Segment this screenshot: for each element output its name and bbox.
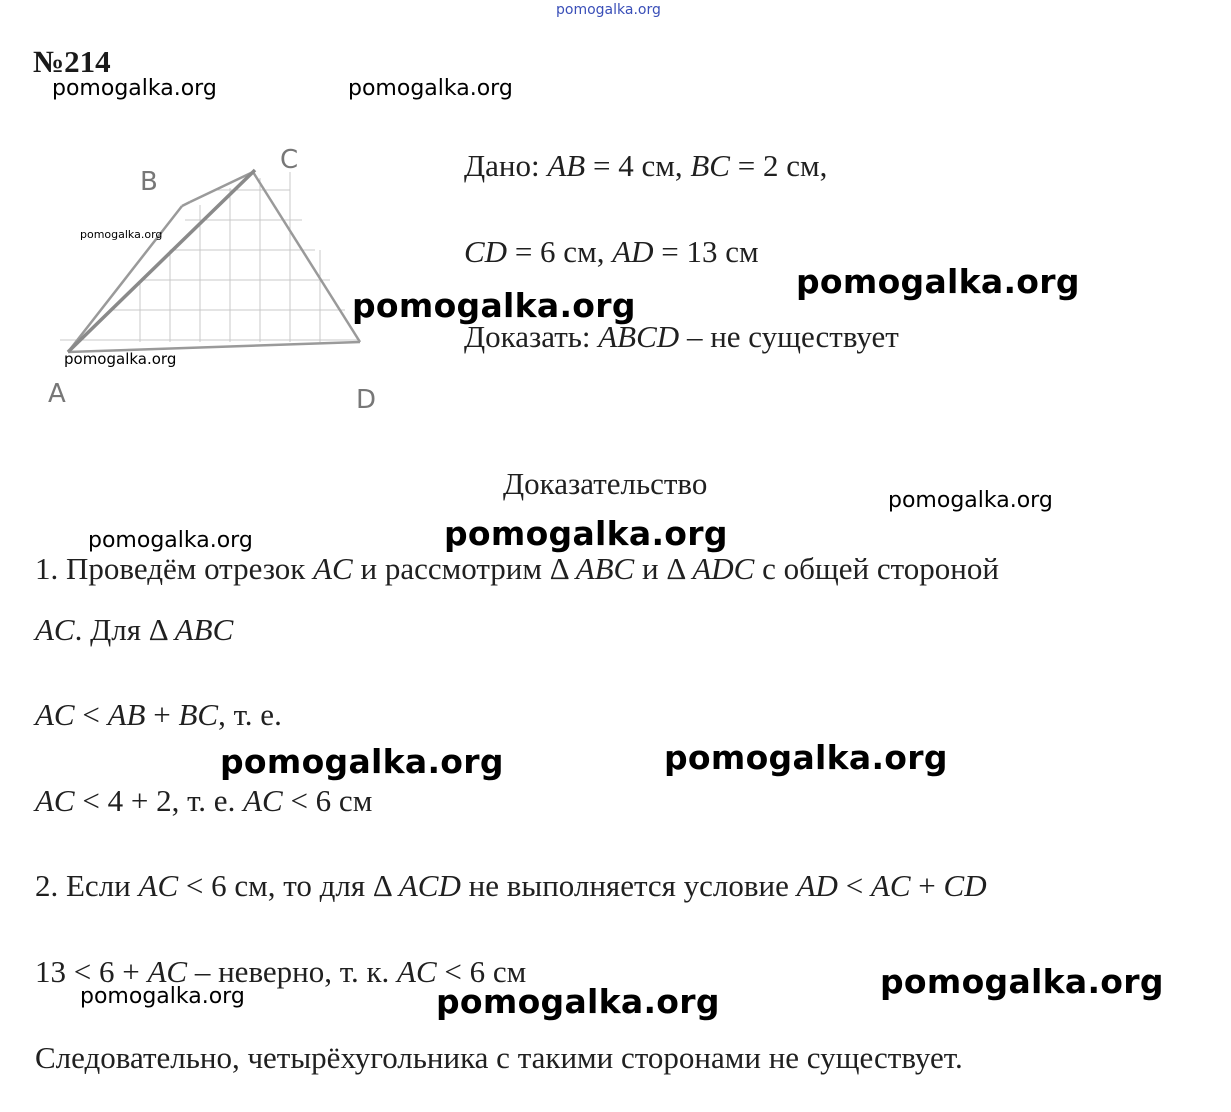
text: не выполняется условие [460, 868, 797, 903]
header-site-link[interactable]: pomogalka.org [556, 2, 661, 18]
segment-ac: AC [138, 868, 179, 903]
text: 13 < 6 + [35, 954, 148, 989]
proof-contradiction [35, 955, 526, 989]
text: < 6 см, то для Δ [178, 868, 399, 903]
segment-ac: AC [870, 868, 911, 903]
segment-ab: AB [547, 148, 586, 183]
proof-conclusion: Следовательно, четырёхугольника с такими сторонами не существует. [35, 1040, 963, 1075]
proof-step-1 [35, 552, 999, 586]
watermark: pomogalka.org [664, 738, 948, 777]
segment-ac: AC [243, 783, 283, 818]
triangle-abc: ABC [575, 551, 635, 586]
watermark: pomogalka.org [888, 488, 1053, 513]
watermark: pomogalka.org [880, 962, 1164, 1001]
proof-inequality-1 [35, 698, 282, 732]
watermark: pomogalka.org [348, 76, 513, 101]
segment-ac: AC [147, 954, 188, 989]
text: < 6 см [436, 954, 527, 989]
segment-bc: BC [178, 697, 219, 732]
quadrilateral-figure [40, 130, 400, 420]
given-label: Дано: [464, 148, 540, 183]
segment-ad: AD [796, 868, 838, 903]
prove-statement [464, 320, 899, 354]
quadrilateral-sides [68, 172, 360, 352]
watermark: pomogalka.org [64, 350, 177, 368]
text: + [145, 697, 179, 732]
watermark: pomogalka.org [52, 76, 217, 101]
segment-ac: AC [35, 783, 75, 818]
quadrilateral-abcd: ABCD [598, 319, 680, 354]
segment-ac: AC [397, 954, 437, 989]
watermark: pomogalka.org [444, 514, 728, 553]
value: = 13 см [653, 234, 759, 269]
text: < [74, 697, 108, 732]
text: < 6 см [282, 783, 373, 818]
text: – неверно, т. к. [187, 954, 398, 989]
proof-inequality-2 [35, 784, 372, 818]
triangle-abc: ABC [174, 612, 234, 647]
text: с общей стороной [754, 551, 999, 586]
watermark: pomogalka.org [88, 528, 253, 553]
problem-number: №214 [33, 44, 111, 79]
given-line-2 [464, 235, 759, 269]
figure-watermark: pomogalka.org [80, 228, 163, 241]
watermark: pomogalka.org [436, 982, 720, 1021]
diagonal-ac [68, 170, 255, 352]
value: = 4 см, [585, 148, 691, 183]
segment-ac: AC [313, 551, 353, 586]
watermark: pomogalka.org [220, 742, 504, 781]
text: – не существует [679, 319, 899, 354]
text: 2. Если [35, 868, 139, 903]
text: < [837, 868, 871, 903]
watermark: pomogalka.org [796, 262, 1080, 301]
text: , т. е. [218, 697, 282, 732]
proof-step-2 [35, 869, 987, 903]
triangle-adc: ADC [692, 551, 755, 586]
segment-ac: AC [35, 697, 75, 732]
vertex-label-c: C [280, 145, 299, 175]
text: 1. Проведём отрезок [35, 551, 314, 586]
watermark: pomogalka.org [80, 984, 245, 1009]
vertex-label-b: B [140, 167, 158, 197]
proof-heading: Доказательство [503, 466, 708, 501]
segment-cd: CD [943, 868, 987, 903]
vertex-label-d: D [356, 385, 377, 415]
segment-ac: AC [35, 612, 75, 647]
segment-cd: CD [464, 234, 508, 269]
segment-ab: AB [107, 697, 146, 732]
segment-bc: BC [690, 148, 730, 183]
text: < 4 + 2, т. е. [74, 783, 244, 818]
given-line-1 [464, 149, 827, 183]
proof-step-1-cont [35, 613, 233, 647]
prove-label: Доказать: [464, 319, 599, 354]
text: . Для Δ [74, 612, 175, 647]
segment-ad: AD [612, 234, 654, 269]
text: и Δ [634, 551, 693, 586]
triangle-acd: ACD [398, 868, 461, 903]
watermark: pomogalka.org [352, 286, 636, 325]
text: и рассмотрим Δ [352, 551, 576, 586]
vertex-label-a: A [48, 379, 66, 409]
value: = 6 см, [507, 234, 613, 269]
text: + [910, 868, 944, 903]
value: = 2 см, [729, 148, 828, 183]
